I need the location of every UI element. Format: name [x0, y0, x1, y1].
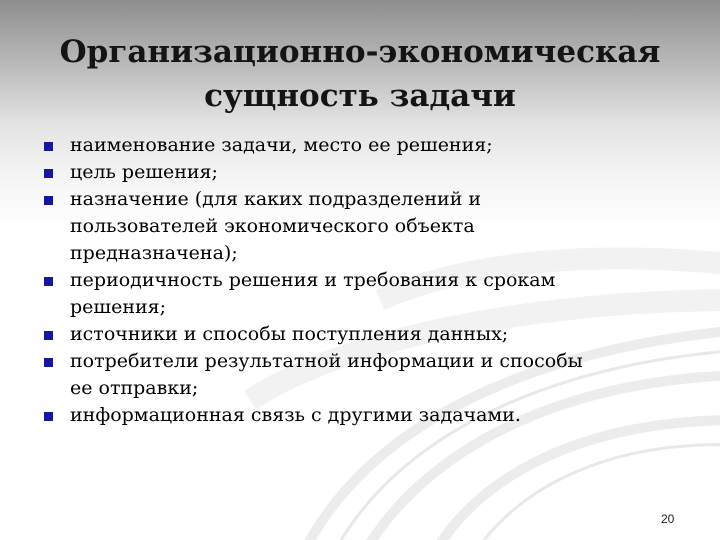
bullet-text-line: решения; — [70, 296, 167, 318]
bullet-text-line: потребители результатной информации и способы — [70, 350, 583, 372]
bullet-text-line: периодичность решения и требования к срокам — [70, 269, 556, 291]
slide-title-line: сущность задачи — [204, 78, 516, 114]
bullet-text-line: назначение (для каких подразделений и — [70, 188, 482, 210]
bullet-text-line: предназначена); — [70, 242, 238, 264]
bullet-item — [40, 186, 690, 267]
bullet-text-line: цель решения; — [70, 161, 218, 183]
bullet-item — [40, 402, 690, 429]
bullet-item — [40, 348, 690, 402]
bullet-item — [40, 321, 690, 348]
bullet-item — [40, 267, 690, 321]
slide-title — [40, 30, 680, 118]
page-number: 20 — [661, 512, 675, 526]
square-bullet-icon — [44, 196, 53, 205]
square-bullet-icon — [44, 277, 53, 286]
square-bullet-icon — [44, 412, 53, 421]
square-bullet-icon — [44, 142, 53, 151]
bullet-list — [40, 132, 690, 429]
bullet-text-line: информационная связь с другими задачами. — [70, 404, 521, 426]
bullet-item — [40, 159, 690, 186]
bullet-item — [40, 132, 690, 159]
bullet-text-line: ее отправки; — [70, 377, 199, 399]
square-bullet-icon — [44, 331, 53, 340]
bullet-text-line: пользователей экономического объекта — [70, 215, 475, 237]
slide-title-line: Организационно-экономическая — [59, 34, 661, 70]
square-bullet-icon — [44, 169, 53, 178]
bullet-text-line: источники и способы поступления данных; — [70, 323, 509, 345]
square-bullet-icon — [44, 358, 53, 367]
bullet-text-line: наименование задачи, место ее решения; — [70, 134, 493, 156]
